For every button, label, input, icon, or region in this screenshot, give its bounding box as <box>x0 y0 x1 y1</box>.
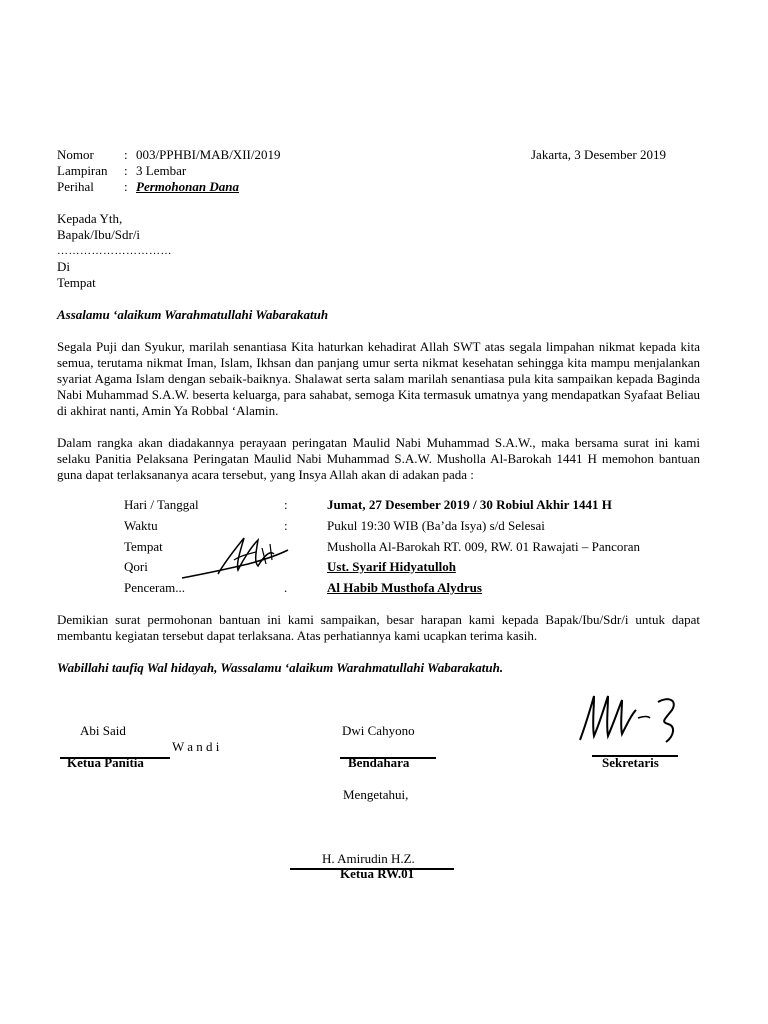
signature-sekretaris <box>576 688 686 748</box>
paragraph-1: Segala Puji dan Syukur, marilah senantiasa Kita haturkan kehadirat Allah SWT atas segala limpahan nikmat kepada kita semua, terutama nikmat Iman, Islam, Ikhsan dan panjang umur serta nikmat kesehatan sehingga kita mampu menjalankan syariat Agama Islam dengan sebaik-baiknya. Shalawat serta salam marilah senantiasa pula kita sampaikan kepada Baginda Nabi Muhammad S.A.W. beserta keluarga, para sahabat, semoga Kita termasuk umatnya yang mendapatkan Syafaat Beliau di akhirat nanti, Amin Ya Robbal ‘Alamin. <box>57 339 700 418</box>
event-penceramah-value: Al Habib Musthofa Alydrus <box>327 580 482 595</box>
ketua-panitia-title: Ketua Panitia <box>67 755 144 770</box>
event-penceramah-separator: . <box>284 580 288 595</box>
bendahara-name: Dwi Cahyono <box>342 723 415 738</box>
event-waktu-separator: : <box>284 518 288 533</box>
ketua-panitia-name: Abi Said <box>80 723 126 738</box>
ketua-rw-title: Ketua RW.01 <box>340 866 415 881</box>
lampiran-label: Lampiran <box>57 163 108 178</box>
event-hari-label: Hari / Tanggal <box>124 497 199 512</box>
lampiran-value: 3 Lembar <box>136 163 187 178</box>
mengetahui-label: Mengetahui, <box>343 787 409 802</box>
greeting: Assalamu ‘alaikum Warahmatullahi Wabarakatuh <box>57 307 329 322</box>
event-qori-label: Qori <box>124 559 148 574</box>
perihal-separator: : <box>124 179 128 194</box>
addressee-line-2: Bapak/Ibu/Sdr/i <box>57 227 141 242</box>
paragraph-2: Dalam rangka akan diadakannya perayaan peringatan Maulid Nabi Muhammad S.A.W., maka bersama surat ini kami selaku Panitia Pelaksana Peringatan Maulid Nabi Muhammad S.A.W. Musholla Al-Barokah 1441 H memohon bantuan guna dapat terlaksananya acara tersebut, yang Insya Allah akan di adakan pada : <box>57 435 700 482</box>
paragraph-3: Demikian surat permohonan bantuan ini kami sampaikan, besar harapan kami kepada Bapak/Ibu/Sdr/i untuk dapat membantu kegiatan tersebut dapat terlaksana. Atas perhatiannya kami ucapkan terima kasih. <box>57 612 700 643</box>
event-hari-separator: : <box>284 497 288 512</box>
perihal-value: Permohonan Dana <box>136 179 239 194</box>
addressee-dotted-line: ………………………… <box>57 245 172 257</box>
addressee-line-4: Di <box>57 259 70 274</box>
event-hari-value: Jumat, 27 Desember 2019 / 30 Robiul Akhir 1441 H <box>327 497 612 512</box>
closing-salutation: Wabillahi taufiq Wal hidayah, Wassalamu ‘alaikum Warahmatullahi Wabarakatuh. <box>57 660 504 675</box>
place-date: Jakarta, 3 Desember 2019 <box>531 147 667 162</box>
perihal-label: Perihal <box>57 179 94 194</box>
event-penceramah-label: Penceram... <box>124 580 186 595</box>
event-waktu-value: Pukul 19:30 WIB (Ba’da Isya) s/d Selesai <box>327 518 545 533</box>
bendahara-title: Bendahara <box>348 755 410 770</box>
lampiran-separator: : <box>124 163 128 178</box>
addressee-line-1: Kepada Yth, <box>57 211 123 226</box>
event-tempat-label: Tempat <box>124 539 163 554</box>
nomor-label: Nomor <box>57 147 94 162</box>
nomor-value: 003/PPHBI/MAB/XII/2019 <box>136 147 281 162</box>
event-waktu-label: Waktu <box>124 518 158 533</box>
nomor-separator: : <box>124 147 128 162</box>
addressee-line-5: Tempat <box>57 275 96 290</box>
ketua-panitia-overlay-name: W a n d i <box>172 739 220 754</box>
signature-scribble-middle <box>178 530 298 590</box>
sekretaris-title: Sekretaris <box>602 755 659 770</box>
event-qori-value: Ust. Syarif Hidyatulloh <box>327 559 456 574</box>
ketua-rw-name: H. Amirudin H.Z. <box>322 851 415 866</box>
event-tempat-value: Musholla Al-Barokah RT. 009, RW. 01 Rawajati – Pancoran <box>327 539 640 554</box>
